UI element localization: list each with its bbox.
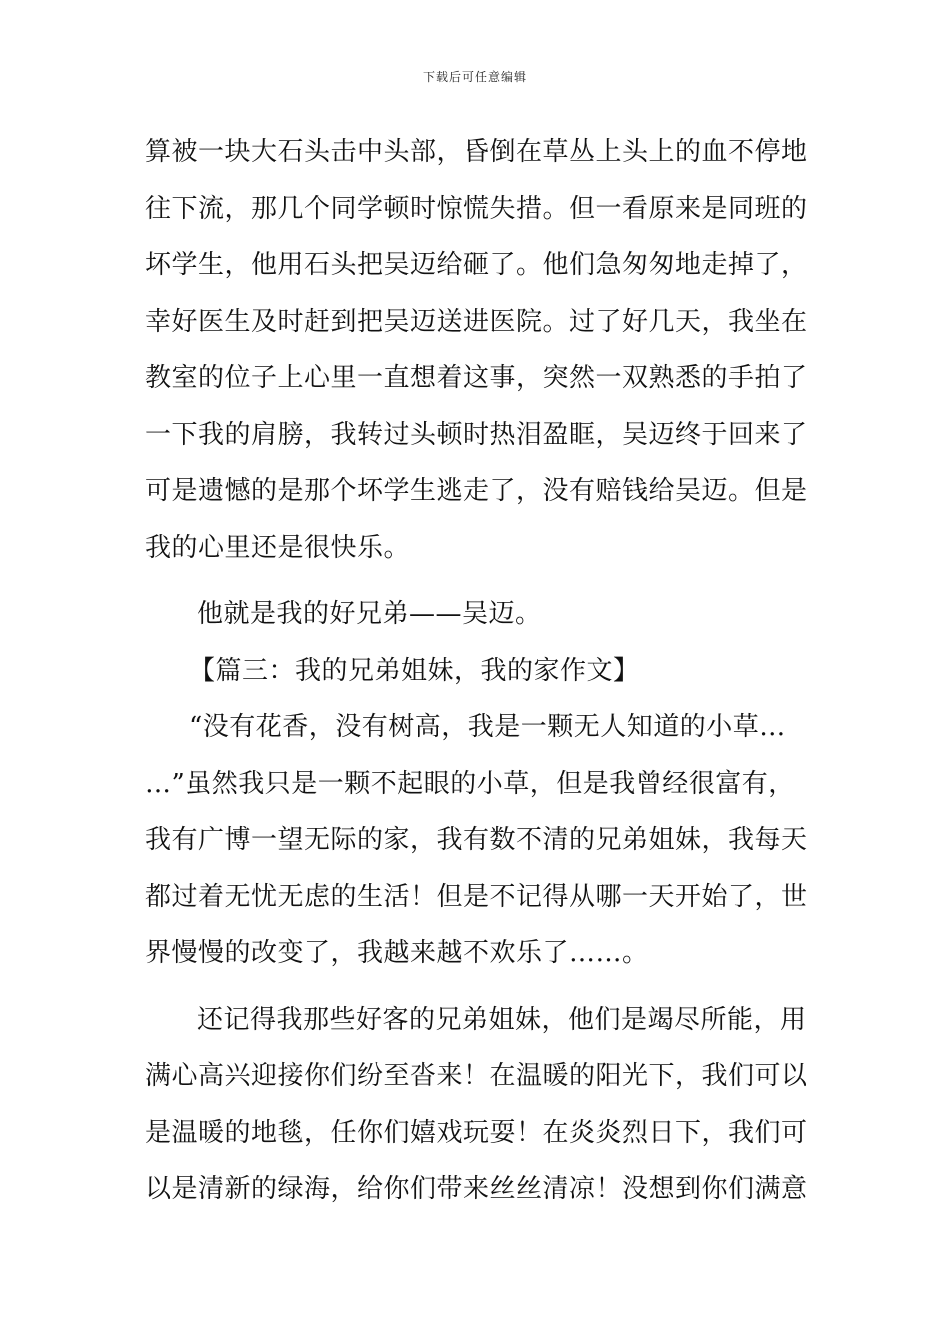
text-line: 界慢慢的改变了，我越来越不欢乐了……。	[145, 938, 649, 968]
closing-line: 他就是我的好兄弟——吴迈。	[197, 599, 542, 629]
section-heading: 【篇三：我的兄弟姐妹，我的家作文】	[189, 655, 640, 686]
text-line: 我有广博一望无际的家，我有数不清的兄弟姐妹，我每天	[145, 825, 808, 855]
text-line: 往下流，那几个同学顿时惊慌失措。但一看原来是同班的	[145, 193, 808, 224]
text-line: 都过着无忧无虑的生活！但是不记得从哪一天开始了，世	[145, 881, 808, 912]
page-header: 下载后可任意编辑	[422, 70, 527, 84]
text-line: 算被一块大石头击中头部，昏倒在草丛上头上的血不停地	[145, 137, 808, 167]
text-line: …”虽然我只是一颗不起眼的小草，但是我曾经很富有，	[145, 768, 795, 799]
text-line: 教室的位子上心里一直想着这事，突然一双熟悉的手拍了	[145, 363, 808, 393]
text-line: “没有花香，没有树高，我是一颗无人知道的小草…	[189, 712, 786, 742]
text-line: 以是清新的绿海，给你们带来丝丝清凉！没想到你们满意	[145, 1174, 808, 1204]
document-body	[145, 124, 810, 1218]
text-line: 我的心里还是很快乐。	[145, 532, 411, 563]
text-line: 是温暖的地毯，任你们嬉戏玩耍！在炎炎烈日下，我们可	[145, 1117, 808, 1148]
text-line: 幸好医生及时赶到把吴迈送进医院。过了好几天，我坐在	[145, 306, 808, 337]
text-line: 还记得我那些好客的兄弟姐妹，他们是竭尽所能，用	[197, 1004, 807, 1035]
text-line: 一下我的肩膀，我转过头顿时热泪盈眶，吴迈终于回来了	[145, 419, 808, 450]
text-line: 可是遗憾的是那个坏学生逃走了，没有赔钱给吴迈。但是	[145, 476, 808, 506]
text-line: 坏学生，他用石头把吴迈给砸了。他们急匆匆地走掉了，	[145, 250, 808, 280]
text-line: 满心高兴迎接你们纷至沓来！在温暖的阳光下，我们可以	[145, 1061, 808, 1091]
